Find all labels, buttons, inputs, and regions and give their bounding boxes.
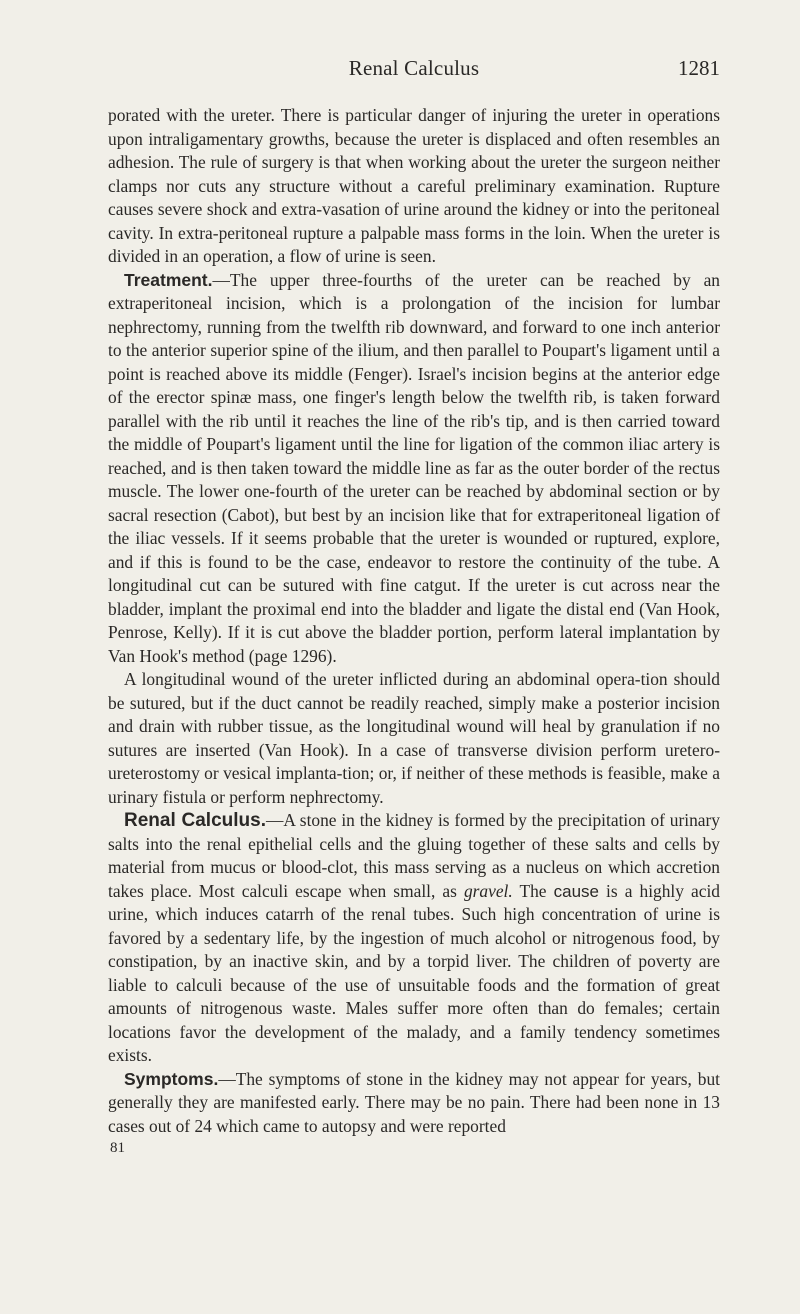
cause-term: cause [553, 881, 599, 901]
running-head [108, 56, 720, 90]
treatment-heading: Treatment. [124, 269, 213, 290]
paragraph-longitudinal-wound [108, 668, 720, 809]
paragraph-text: The [512, 880, 554, 901]
renal-calculus-heading: Renal Calculus. [124, 810, 266, 831]
paragraph-treatment [108, 269, 720, 669]
paragraph-text: —The upper three-fourths of the ureter can be reached by an extraperitoneal incision, which is a prolongation of the incision for lumbar nephrectomy, running from the twelfth rib downward, and forward to one inch anterior to the anterior superior spine of the ilium, and then parallel to Poupart's ligament until a point is reached above its middle (Fenger). Israel's incision begins at the anterior edge of the erector spinæ mass, one finger's length below the twelfth rib, is taken forward parallel with the rib until it reaches the line of the rib's tip, and is then carried toward the middle of Poupart's ligament until the line for ligation of the common iliac artery is reached, and is then taken toward the middle line as far as the outer border of the rectus muscle. The lower one-fourth of the ureter can be reached by abdominal section or by sacral resection (Cabot), but best by an incision like that for extraperitoneal ligation of the iliac vessels. If it seems probable that the ureter is wounded or ruptured, explore, and if this is found to be the case, endeavor to restore the continuity of the tube. A longitudinal cut can be sutured with fine catgut. If the ureter is cut across near the bladder, implant the proximal end into the bladder and ligate the distal end (Van Hook, Penrose, Kelly). If it is cut above the bladder portion, perform lateral implantation by Van Hook's method (page 1296). [108, 269, 720, 666]
paragraph-ureter-injury [108, 104, 720, 269]
signature-mark: 81 [110, 1140, 125, 1156]
paragraph-renal-calculus [108, 809, 720, 1068]
paragraph-symptoms [108, 1068, 720, 1139]
symptoms-heading: Symptoms. [124, 1068, 219, 1089]
book-page [108, 56, 720, 1157]
paragraph-text: porated with the ureter. There is particular danger of injuring the ureter in operations upon intraligamentary growths, because the ureter is displaced and often resembles an adhesion. The rule of surgery is that when working about the ureter the surgeon neither clamps nor cuts any structure without a careful preliminary examination. Rupture causes severe shock and extra-vasation of urine around the kidney or into the peritoneal cavity. In extra-peritoneal rupture a palpable mass forms in the loin. When the ureter is divided in an operation, a flow of urine is seen. [108, 105, 720, 266]
paragraph-text: —The symptoms of stone in the kidney may not appear for years, but generally they are manifested early. There may be no pain. There had been none in 13 cases out of 24 which came to autopsy and were reported [108, 1068, 720, 1136]
body-text [108, 104, 720, 1138]
paragraph-text: is a highly acid urine, which induces catarrh of the renal tubes. Such high concentration of urine is favored by a sedentary life, by the ingestion of much alcohol or nitrogenous food, by constipation, by an inactive skin, and by a torpid liver. The children of poverty are liable to calculi because of the use of unsuitable foods and the formation of great amounts of nitrogenous waste. Males suffer more often than do females; certain locations favor the development of the malady, and a family tendency sometimes exists. [108, 880, 720, 1065]
page-number: 1281 [678, 56, 720, 80]
running-title: Renal Calculus [348, 56, 480, 80]
paragraph-text: A longitudinal wound of the ureter inflicted during an abdominal opera-tion should be sutured, but if the duct cannot be readily reached, simply make a posterior incision and drain with rubber tissue, as the longitudinal wound will heal by granulation if no sutures are inserted (Van Hook). In a case of transverse division perform uretero-ureterostomy or vesical implanta-tion; or, if neither of these methods is feasible, make a urinary fistula or perform nephrectomy. [108, 669, 720, 807]
gravel-term: gravel. [463, 880, 513, 901]
paragraph-text: —A stone in the kidney is formed by the precipitation of urinary salts into the renal epithelial cells and the gluing together of these salts and cells by material from mucus or blood-clot, this mass serving as a nucleus on which accretion takes place. Most calculi escape when small, as [108, 810, 720, 901]
